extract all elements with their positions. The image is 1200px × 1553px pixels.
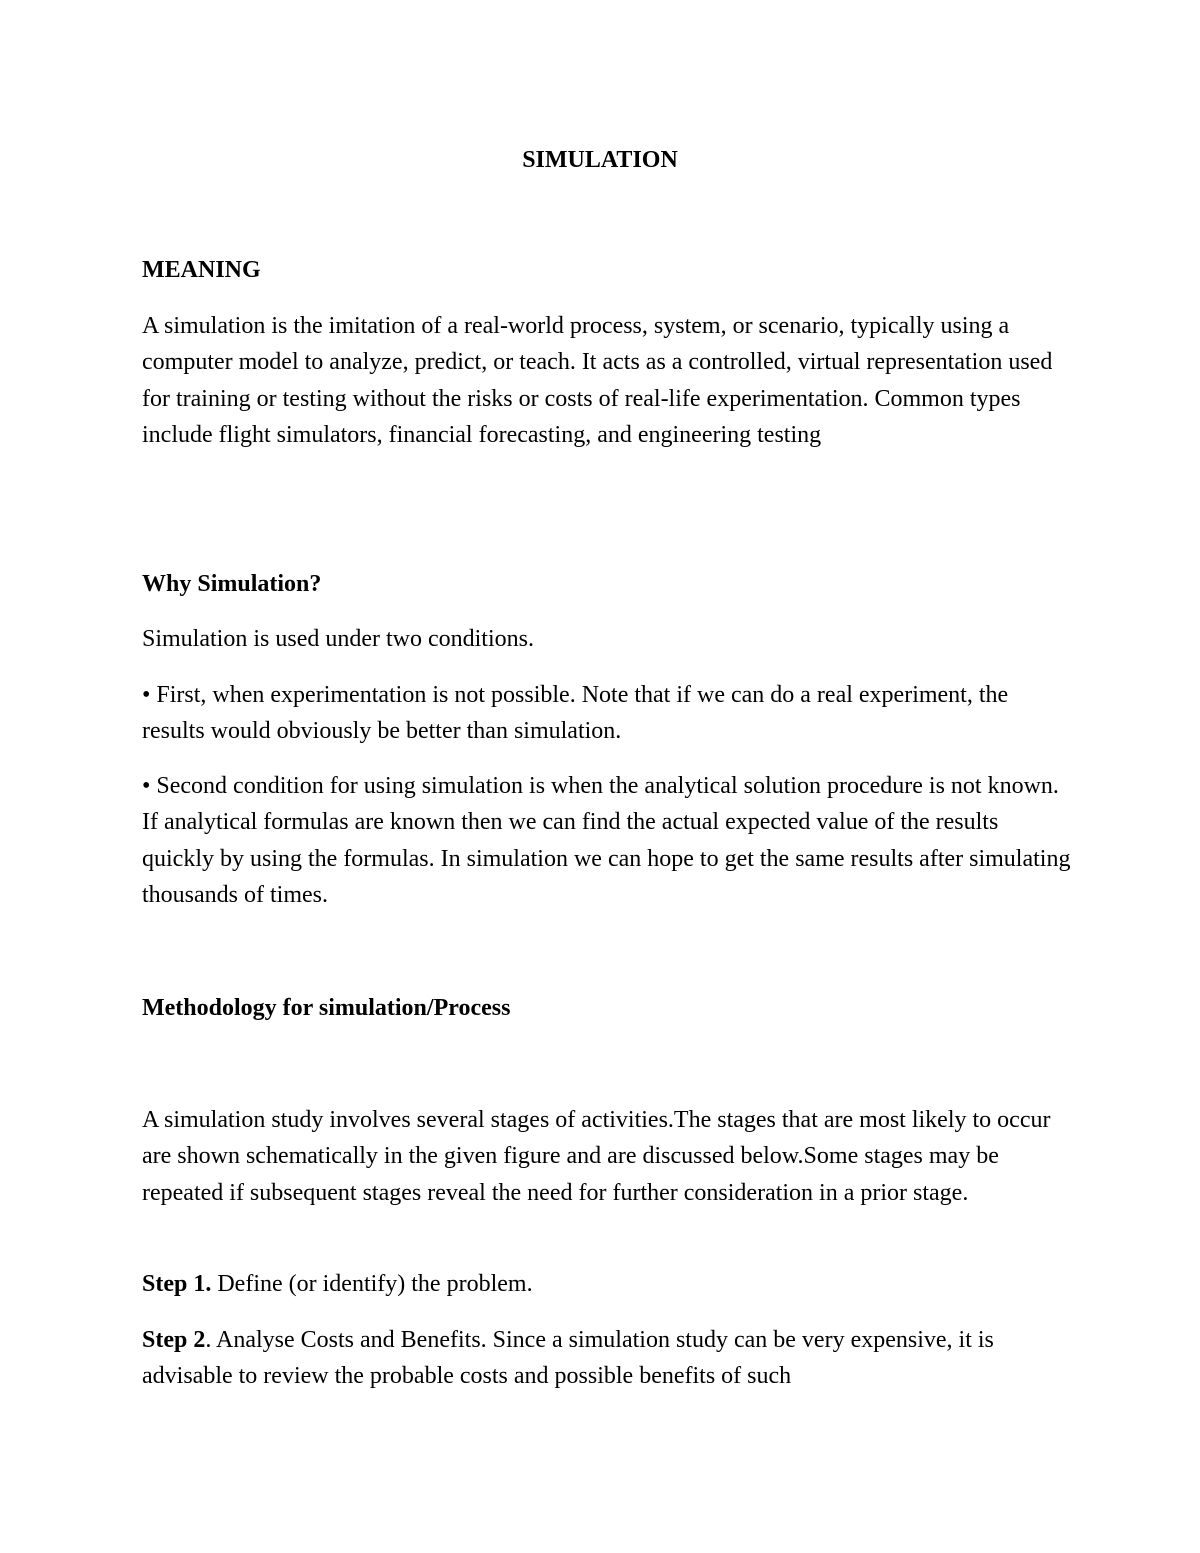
why-simulation-heading: Why Simulation? — [142, 571, 322, 597]
step-1-label: Step 1. — [142, 1271, 212, 1297]
methodology-heading: Methodology for simulation/Process — [142, 995, 511, 1021]
step-1 — [142, 1266, 1072, 1302]
meaning-heading: MEANING — [142, 257, 261, 283]
step-2-label: Step 2 — [142, 1327, 206, 1353]
why-bullet-second: • Second condition for using simulation is when the analytical solution procedure is not known. If analytical formulas are known then we can find the actual expected value of the results quickly by using the formulas. In simulation we can hope to get the same results after simulating thousands of times. — [142, 773, 1071, 908]
step-2-text: . Analyse Costs and Benefits. Since a simulation study can be very expensive, it is advisable to review the probable costs and possible benefits of such — [142, 1327, 994, 1390]
why-bullet-first: • First, when experimentation is not possible. Note that if we can do a real experiment, the results would obviously be better than simulation. — [142, 682, 1009, 745]
document-title: SIMULATION — [522, 147, 678, 173]
meaning-paragraph: A simulation is the imitation of a real-world process, system, or scenario, typically using a computer model to analyze, predict, or teach. It acts as a controlled, virtual representation used for training or testing without the risks or costs of real-life experimentation. Common types include flight simulators, financial forecasting, and engineering testing — [142, 313, 1053, 448]
methodology-paragraph: A simulation study involves several stages of activities.The stages that are most likely to occur are shown schematically in the given figure and are discussed below.Some stages may be repeated if subsequent stages reveal the need for further consideration in a prior stage. — [142, 1107, 1051, 1206]
step-1-text: Define (or identify) the problem. — [211, 1271, 533, 1297]
why-intro: Simulation is used under two conditions. — [142, 626, 534, 652]
step-2 — [142, 1322, 1072, 1395]
